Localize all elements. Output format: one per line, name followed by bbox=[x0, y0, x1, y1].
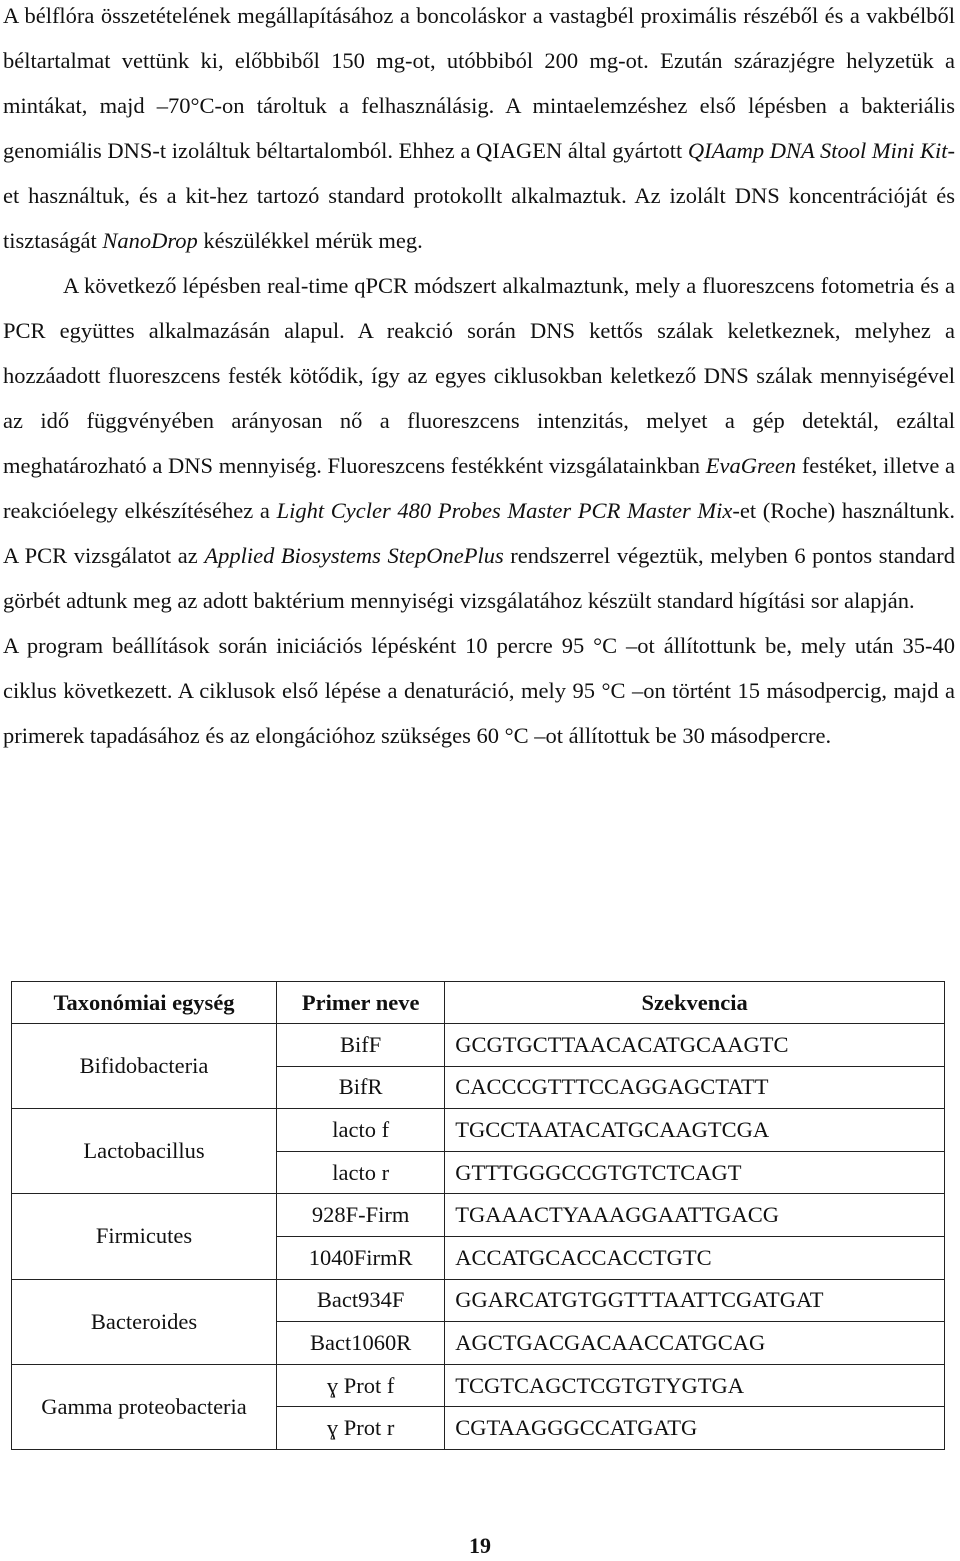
taxon-cell: Gamma proteobacteria bbox=[12, 1364, 277, 1449]
primer-name-cell: 1040FirmR bbox=[277, 1236, 445, 1279]
sequence-cell: CACCCGTTTCCAGGAGCTATT bbox=[445, 1066, 945, 1109]
primer-name-cell: Bact934F bbox=[277, 1279, 445, 1322]
system-name: Applied Biosystems StepOnePlus bbox=[204, 543, 504, 568]
sequence-cell: TGAAACTYAAAGGAATTGACG bbox=[445, 1194, 945, 1237]
master-mix-name: Light Cycler 480 Probes Master PCR Master Mix bbox=[276, 498, 733, 523]
primer-table bbox=[11, 981, 945, 1450]
sequence-cell: GTTTGGGCCGTGTCTCAGT bbox=[445, 1151, 945, 1194]
primer-name-cell: BifF bbox=[277, 1024, 445, 1067]
table-row bbox=[12, 1024, 945, 1067]
taxon-cell: Bifidobacteria bbox=[12, 1024, 277, 1109]
header-taxon: Taxonómiai egység bbox=[12, 982, 277, 1024]
primer-name-cell: Bact1060R bbox=[277, 1322, 445, 1365]
sequence-cell: ACCATGCACCACCTGTC bbox=[445, 1236, 945, 1279]
paragraph-program-settings: A program beállítások során iniciációs lépésként 10 percre 95 °C –ot állítottunk be, mely után 35-40 ciklus következett. A ciklusok első lépése a denaturáció, mely 95 °C –on történt 15 másodpercig, majd a primerek tapadásához és az elongációhoz szükséges 60 °C –ot állítottuk be 30 másodpercre. bbox=[3, 633, 955, 748]
taxon-cell: Bacteroides bbox=[12, 1279, 277, 1364]
kit-name: QIAamp DNA Stool Mini Kit bbox=[687, 138, 948, 163]
table-row bbox=[12, 1109, 945, 1152]
header-primer: Primer neve bbox=[277, 982, 445, 1024]
paragraph-qpcr-method: A következő lépésben real-time qPCR módszert alkalmaztunk, mely a fluoreszcens fotometria és a PCR együttes alkalmazásán alapul. A reakció során DNS kettős szálak keletkeznek, melyhez a hozzáadott fluoreszcens festék kötődik, így az egyes ciklusokban keletkező DNS szálak mennyiségével az idő függvényében arányosan nő a fluoreszcens intenzitás, melyet a gép detektál, ezáltal meghatározható a DNS mennyiség. Fluoreszcens festékként vizsgálatainkban EvaGreen festéket, illetve a reakcióelegy elkészítéséhez a Light Cycler 480 Probes Master PCR Master Mix-et (Roche) használtunk. A PCR vizsgálatot az Applied Biosystems StepOnePlus rendszerrel végeztük, melyben 6 pontos standard görbét adtunk meg az adott baktérium mennyiségi vizsgálatához készült standard hígítási sor alapján. bbox=[3, 273, 955, 613]
device-name: NanoDrop bbox=[102, 228, 198, 253]
table-row bbox=[12, 1364, 945, 1407]
paragraph-sample-collection: A bélflóra összetételének megállapításához a boncoláskor a vastagbél proximális részéből és a vakbélből béltartalmat vettünk ki, előbbiből 150 mg-ot, utóbbiból 200 mg-ot. Ezután szárazjégre helyzetük a mintákat, majd –70°C-on tároltuk a felhasználásig. A mintaelemzéshez első lépésben a bakteriális genomiális DNS-t izoláltuk béltartalomból. Ehhez a QIAGEN által gyártott QIAamp DNA Stool Mini Kit-et használtuk, és a kit-hez tartozó standard protokollt alkalmaztuk. Az izolált DNS koncentrációját és tisztaságát NanoDrop készülékkel mérük meg. bbox=[3, 3, 955, 253]
dye-name: EvaGreen bbox=[705, 453, 797, 478]
sequence-cell: TGCCTAATACATGCAAGTCGA bbox=[445, 1109, 945, 1152]
page-number: 19 bbox=[469, 1533, 491, 1558]
table-row bbox=[12, 1279, 945, 1322]
header-sequence: Szekvencia bbox=[445, 982, 945, 1024]
primer-name-cell: lacto r bbox=[277, 1151, 445, 1194]
taxon-cell: Lactobacillus bbox=[12, 1109, 277, 1194]
body-text bbox=[3, 0, 955, 758]
taxon-cell: Firmicutes bbox=[12, 1194, 277, 1279]
primer-name-cell: ɣ Prot f bbox=[277, 1364, 445, 1407]
primer-name-cell: 928F-Firm bbox=[277, 1194, 445, 1237]
primer-name-cell: BifR bbox=[277, 1066, 445, 1109]
table-header-row bbox=[12, 982, 945, 1024]
sequence-cell: CGTAAGGGCCATGATG bbox=[445, 1407, 945, 1450]
sequence-cell: TCGTCAGCTCGTGTYGTGA bbox=[445, 1364, 945, 1407]
table-row bbox=[12, 1194, 945, 1237]
sequence-cell: GCGTGCTTAACACATGCAAGTC bbox=[445, 1024, 945, 1067]
sequence-cell: GGARCATGTGGTTTAATTCGATGAT bbox=[445, 1279, 945, 1322]
primer-name-cell: ɣ Prot r bbox=[277, 1407, 445, 1450]
primer-name-cell: lacto f bbox=[277, 1109, 445, 1152]
sequence-cell: AGCTGACGACAACCATGCAG bbox=[445, 1322, 945, 1365]
